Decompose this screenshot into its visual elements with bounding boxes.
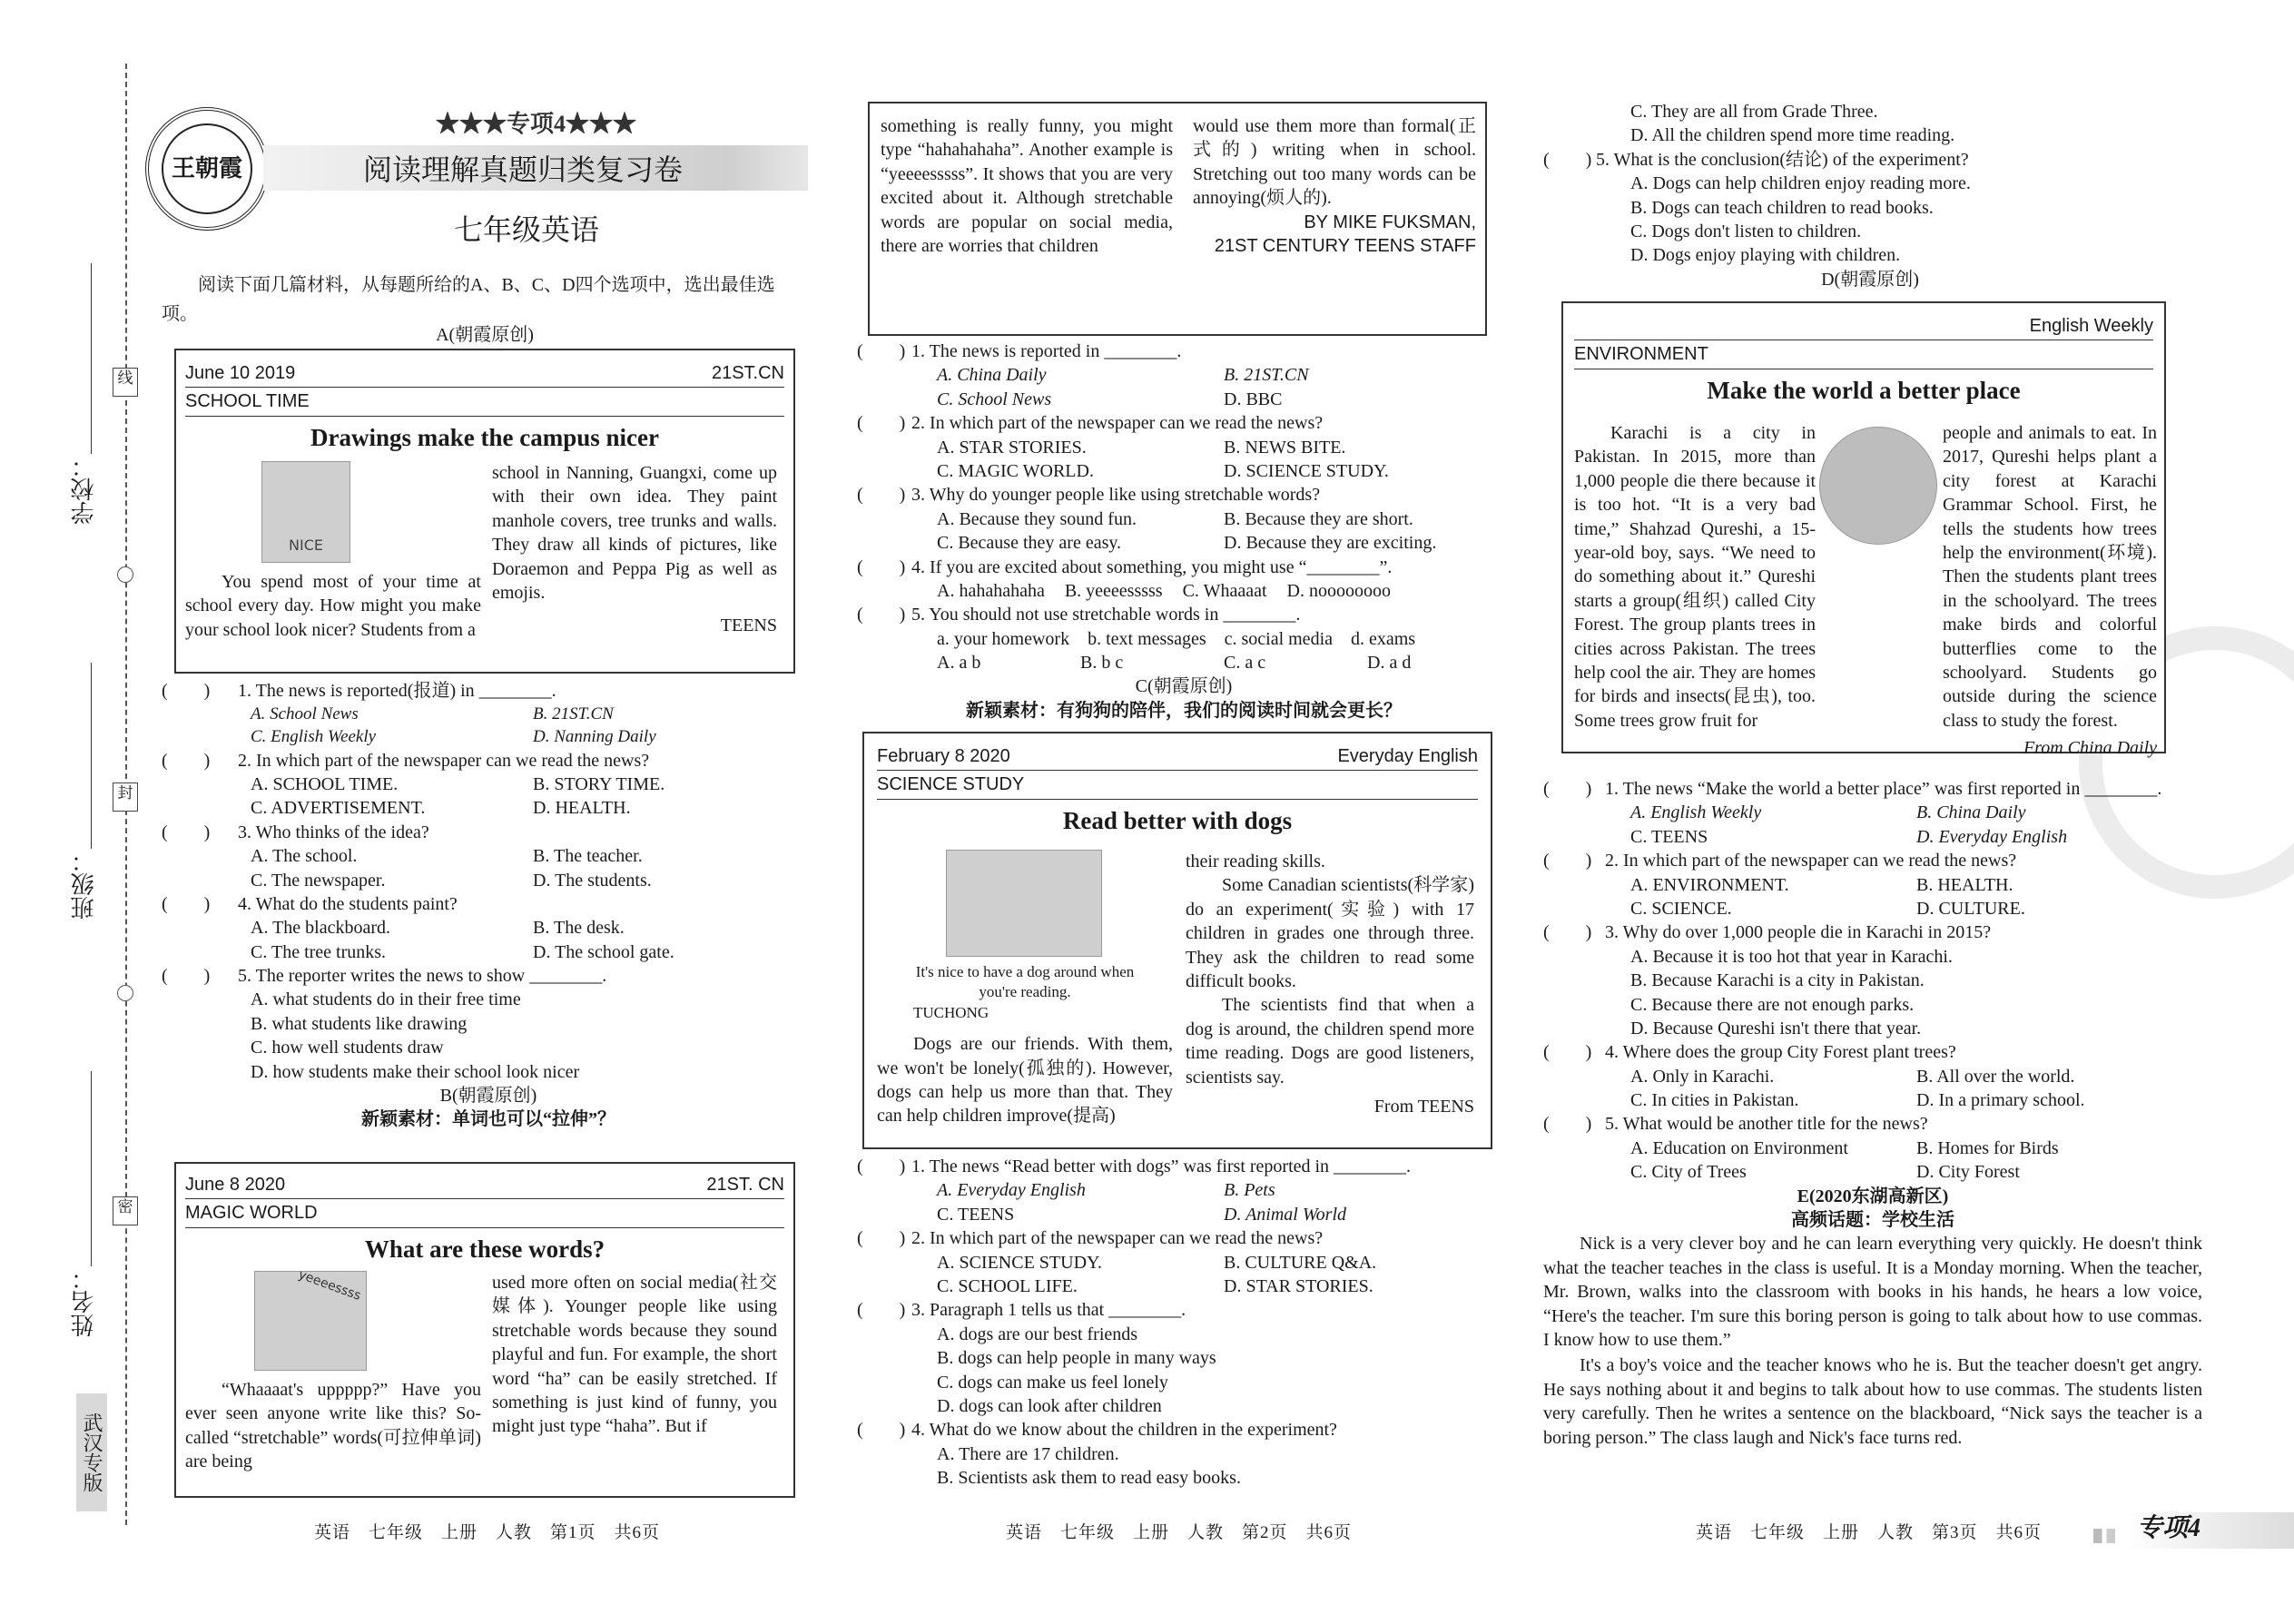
box-b-cont-left: something is really funny, you might type “hahahahaha”. Another example is “yeeeesssss”. It shows that you are very excited about it. Although stretchable words are popular on social media, there are worries that children bbox=[881, 116, 1173, 256]
option-c5-d[interactable]: D. Dogs enjoy playing with children. bbox=[1630, 245, 1901, 266]
questions-c-cont bbox=[1543, 100, 2197, 291]
box-b-byline-1: BY MIKE FUKSMAN, bbox=[1304, 212, 1476, 232]
question-d4: ( ) 4. Where does the group City Forest plant trees? bbox=[1543, 1042, 1956, 1063]
questions-a bbox=[162, 679, 815, 1132]
box-c-text-right-2: Some Canadian scientists(科学家) do an experiment(实验) with 17 children in grades one through three. They ask the children to read some difficult books. bbox=[1186, 875, 1474, 991]
option-a2-c[interactable]: C. ADVERTISEMENT. bbox=[251, 798, 426, 819]
option-c1-a[interactable]: A. Everyday English bbox=[937, 1180, 1086, 1201]
option-b5-c[interactable]: C. a c bbox=[1224, 653, 1266, 674]
option-b4-b[interactable]: B. yeeeesssss bbox=[1064, 580, 1163, 601]
option-d2-b[interactable]: B. HEALTH. bbox=[1916, 874, 2013, 895]
option-d1-a[interactable]: A. English Weekly bbox=[1630, 802, 1762, 823]
options-d5 bbox=[1543, 1137, 2202, 1185]
option-d5-d[interactable]: D. City Forest bbox=[1916, 1162, 2020, 1183]
question-a3: ( ) 3. Who thinks of the idea? bbox=[162, 822, 429, 842]
section-c-label: C(朝霞原创) bbox=[1135, 676, 1233, 697]
option-d5-a[interactable]: A. Education on Environment bbox=[1630, 1137, 1848, 1158]
option-c5-a[interactable]: A. Dogs can help children enjoy reading more. bbox=[1630, 173, 1971, 194]
option-b5-d[interactable]: D. a d bbox=[1367, 653, 1412, 674]
option-b3-a[interactable]: A. Because they sound fun. bbox=[937, 508, 1137, 529]
option-a5-c[interactable]: C. how well students draw bbox=[251, 1038, 444, 1058]
options-c4 bbox=[857, 1442, 1511, 1491]
box-c-column: SCIENCE STUDY bbox=[877, 774, 1025, 795]
box-a-image bbox=[261, 461, 350, 563]
name-label: 姓名： bbox=[71, 1266, 97, 1337]
footer-page-1: 英语 七年级 上册 人教 第1页 共6页 bbox=[314, 1523, 661, 1542]
options-c5 bbox=[1543, 172, 2197, 268]
box-c-caption: It's nice to have a dog around when you're reading. bbox=[915, 963, 1135, 1001]
option-c5-c[interactable]: C. Dogs don't listen to children. bbox=[1630, 221, 1862, 241]
option-b2-d[interactable]: D. SCIENCE STUDY. bbox=[1224, 460, 1389, 481]
options-d3 bbox=[1543, 945, 2202, 1041]
question-c3: ( ) 3. Paragraph 1 tells us that ________. bbox=[857, 1300, 1186, 1321]
box-b-byline-2: 21ST CENTURY TEENS STAFF bbox=[1214, 235, 1476, 256]
box-c-text-right-1: their reading skills. bbox=[1186, 851, 1325, 871]
header-badge: ★★★专项4★★★ bbox=[436, 111, 637, 137]
box-a-image-text: NICE bbox=[289, 536, 323, 554]
box-a-headline: Drawings make the campus nicer bbox=[310, 423, 659, 451]
option-a1-b[interactable]: B. 21ST.CN bbox=[533, 704, 614, 724]
logo bbox=[145, 107, 269, 231]
option-c2-b[interactable]: B. CULTURE Q&A. bbox=[1224, 1252, 1377, 1273]
option-b2-b[interactable]: B. NEWS BITE. bbox=[1224, 437, 1346, 458]
question-d3: ( ) 3. Why do over 1,000 people die in Karachi in 2015? bbox=[1543, 922, 1992, 943]
option-d4-d[interactable]: D. In a primary school. bbox=[1916, 1090, 2085, 1111]
box-c-caption-credit: TUCHONG bbox=[913, 1003, 989, 1021]
options-c2 bbox=[857, 1251, 1511, 1299]
options-d1 bbox=[1543, 801, 2202, 849]
box-b-image bbox=[254, 1267, 367, 1371]
box-a-byline: TEENS bbox=[720, 615, 777, 636]
options-a5 bbox=[162, 988, 815, 1084]
hole-1 bbox=[117, 566, 133, 583]
box-c-image bbox=[946, 850, 1102, 957]
question-a4: ( ) 4. What do the students paint? bbox=[162, 893, 458, 914]
school-line[interactable] bbox=[91, 263, 92, 454]
option-d3-a[interactable]: A. Because it is too hot that year in Karachi. bbox=[1630, 946, 1953, 967]
section-b-label: B(朝霞原创) bbox=[439, 1086, 537, 1107]
option-a5-b[interactable]: B. what students like drawing bbox=[251, 1013, 468, 1034]
option-b5-b[interactable]: B. b c bbox=[1080, 653, 1124, 674]
option-c2-a[interactable]: A. SCIENCE STUDY. bbox=[937, 1252, 1102, 1273]
exam-subtitle: 七年级英语 bbox=[454, 213, 600, 246]
question-d2: ( ) 2. In which part of the newspaper can we read the news? bbox=[1543, 851, 2017, 871]
option-d5-c[interactable]: C. City of Trees bbox=[1630, 1162, 1747, 1183]
option-c4-b[interactable]: B. Scientists ask them to read easy books. bbox=[937, 1468, 1241, 1489]
options-b2 bbox=[857, 436, 1511, 484]
option-a4-b[interactable]: B. The desk. bbox=[533, 918, 625, 939]
question-a2: ( ) 2. In which part of the newspaper can we read the news? bbox=[162, 750, 650, 771]
logo-text: 王朝霞 bbox=[171, 154, 242, 182]
seal-mi: 密 bbox=[113, 1196, 138, 1225]
options-a3 bbox=[162, 844, 815, 892]
question-b5-items: a. your homework b. text messages c. social media d. exams bbox=[937, 628, 1416, 649]
option-a4-c[interactable]: C. The tree trunks. bbox=[251, 941, 387, 962]
questions-d bbox=[1543, 777, 2202, 1450]
box-b-cont-right: would use them more than formal(正式的) writing when in school. Stretching out too many words can be annoying(烦人的). bbox=[1193, 116, 1476, 209]
option-d1-b[interactable]: B. China Daily bbox=[1916, 802, 2026, 823]
options-c1 bbox=[857, 1178, 1511, 1226]
option-d3-b[interactable]: B. Because Karachi is a city in Pakistan. bbox=[1630, 970, 1925, 991]
question-b1: ( ) 1. The news is reported in ________. bbox=[857, 341, 1182, 361]
footer-tab: 专项4 bbox=[2124, 1512, 2294, 1549]
box-a-text-right: school in Nanning, Guangxi, come up with their own idea. They paint manhole covers, tree trunks and walls. They draw all kinds of pictures, like Doraemon and Peppa Pig as well as emojis. bbox=[492, 463, 777, 603]
footer-tab-marks bbox=[2093, 1529, 2122, 1543]
question-d1: ( ) 1. The news “Make the world a better place” was first reported in ________. bbox=[1543, 779, 2162, 799]
option-c3-d[interactable]: D. dogs can look after children bbox=[937, 1395, 1162, 1416]
option-c3-b[interactable]: B. dogs can help people in many ways bbox=[937, 1348, 1216, 1369]
option-a3-a[interactable]: A. The school. bbox=[251, 846, 358, 867]
option-b3-c[interactable]: C. Because they are easy. bbox=[937, 533, 1122, 554]
option-a4-d[interactable]: D. The school gate. bbox=[533, 941, 674, 962]
options-d4 bbox=[1543, 1065, 2202, 1113]
options-a1 bbox=[162, 703, 815, 748]
options-b4 bbox=[857, 579, 1511, 603]
option-d4-c[interactable]: C. In cities in Pakistan. bbox=[1630, 1090, 1799, 1111]
options-b1 bbox=[857, 363, 1511, 411]
seal-xian: 线 bbox=[113, 368, 138, 397]
box-d-column: ENVIRONMENT bbox=[1574, 344, 1708, 365]
option-c1-d[interactable]: D. Animal World bbox=[1224, 1204, 1347, 1225]
question-d5: ( ) 5. What would be another title for the news? bbox=[1543, 1114, 1928, 1135]
box-b-date: June 8 2020 bbox=[185, 1175, 286, 1195]
box-d-text-left: Karachi is a city in Pakistan. In 2015, more than 1,000 people die there because it is too hot. “It is a very bad time,” Shahzad Qureshi, a 15-year-old boy, says. “We need to do something about it.” Qureshi starts a group(组织) called City Forest. The group plants trees in cities across Pakistan. The trees help cool the air. They are homes for birds and insects(昆虫), too. Some trees grow fruit for bbox=[1574, 423, 1816, 731]
box-c-source: Everyday English bbox=[1337, 746, 1478, 766]
box-a-text-left: You spend most of your time at school every day. How might you make your school look nicer? Students from a bbox=[185, 572, 481, 640]
box-a-column: SCHOOL TIME bbox=[185, 391, 310, 412]
option-c4-a[interactable]: A. There are 17 children. bbox=[937, 1443, 1119, 1464]
option-a1-c[interactable]: C. English Weekly bbox=[251, 727, 377, 747]
option-b3-d[interactable]: D. Because they are exciting. bbox=[1224, 533, 1437, 554]
option-b1-a[interactable]: A. China Daily bbox=[937, 365, 1047, 386]
question-a5: ( ) 5. The reporter writes the news to show ________. bbox=[162, 966, 607, 987]
box-c-text-right-3: The scientists find that when a dog is around, the children spend more time reading. Dogs are good listeners, scientists say. bbox=[1186, 995, 1474, 1088]
option-b1-d[interactable]: D. BBC bbox=[1224, 389, 1283, 409]
box-b-image-text: yeeeessss bbox=[296, 1267, 363, 1304]
box-d-text-right: people and animals to eat. In 2017, Qureshi helps plant a city forest at Karachi Grammar School. First, he tells the students how trees help the environment(环境). Then the students plant trees in the schoolyard. The trees make birds and colorful butterflies come to the schoolyard. Students go outside during the science class to study the forest. bbox=[1943, 423, 2157, 731]
option-b5-a[interactable]: A. a b bbox=[937, 653, 981, 674]
section-d-label: D(朝霞原创) bbox=[1821, 269, 1919, 290]
footer-page-2: 英语 七年级 上册 人教 第2页 共6页 bbox=[1006, 1523, 1353, 1542]
option-c3-a[interactable]: A. dogs are our best friends bbox=[937, 1324, 1138, 1344]
options-b3 bbox=[857, 507, 1511, 556]
option-d2-c[interactable]: C. SCIENCE. bbox=[1630, 898, 1732, 919]
box-a-date: June 10 2019 bbox=[185, 363, 296, 383]
seal-feng: 封 bbox=[113, 782, 138, 812]
box-a-source: 21ST.CN bbox=[711, 363, 784, 383]
question-c5: ( ) 5. What is the conclusion(结论) of the experiment? bbox=[1543, 149, 1969, 170]
option-b2-a[interactable]: A. STAR STORIES. bbox=[937, 437, 1087, 458]
option-b4-a[interactable]: A. hahahahaha bbox=[937, 580, 1045, 601]
box-c-text-left: Dogs are our friends. With them, we won't be lonely(孤独的). However, dogs can help us more than that. They can help children improve(提高) bbox=[877, 1034, 1173, 1127]
option-d4-a[interactable]: A. Only in Karachi. bbox=[1630, 1066, 1775, 1087]
option-b1-c[interactable]: C. School News bbox=[937, 389, 1052, 409]
option-c5-b[interactable]: B. Dogs can teach children to read books. bbox=[1630, 197, 1934, 218]
footer-page-3: 英语 七年级 上册 人教 第3页 共6页 bbox=[1696, 1523, 2043, 1542]
questions-c bbox=[857, 1155, 1511, 1490]
box-c-date: February 8 2020 bbox=[877, 746, 1010, 766]
option-b3-b[interactable]: B. Because they are short. bbox=[1224, 508, 1413, 529]
article-box-b-cont bbox=[868, 102, 1487, 336]
option-b4-c[interactable]: C. Whaaaat bbox=[1182, 580, 1267, 601]
option-c3-c[interactable]: C. dogs can make us feel lonely bbox=[937, 1372, 1168, 1393]
option-a4-a[interactable]: A. The blackboard. bbox=[251, 918, 391, 939]
options-c4-cont bbox=[1543, 100, 2197, 148]
option-a2-d[interactable]: D. HEALTH. bbox=[533, 798, 631, 819]
options-a2 bbox=[162, 773, 815, 821]
question-b4: ( ) 4. If you are excited about something, you might use “________”. bbox=[857, 556, 1393, 577]
article-box-a bbox=[174, 349, 795, 674]
option-d4-b[interactable]: B. All over the world. bbox=[1916, 1066, 2075, 1087]
question-c1: ( ) 1. The news “Read better with dogs” was first reported in ________. bbox=[857, 1156, 1412, 1176]
article-box-d bbox=[1561, 301, 2166, 759]
option-d3-d[interactable]: D. Because Qureshi isn't there that year. bbox=[1630, 1018, 1922, 1038]
option-d3-c[interactable]: C. Because there are not enough parks. bbox=[1630, 994, 1915, 1015]
option-c1-b[interactable]: B. Pets bbox=[1224, 1180, 1275, 1201]
box-b-text-right: used more often on social media(社交媒体). Younger people like using stretchable words because they sound playful and fun. For example, the short word “ha” can be easily stretched. If something is just kind of funny, you might just type “haha”. But if bbox=[492, 1273, 777, 1437]
option-a5-d[interactable]: D. how students make their school look nicer bbox=[251, 1061, 580, 1082]
question-c4: ( ) 4. What do we know about the children in the experiment? bbox=[857, 1420, 1337, 1441]
section-e-para-2: It's a boy's voice and the teacher knows who he is. But the teacher doesn't get angry. He says nothing about it and begins to talk about how to use commas. The students listen very carefully. Then he writes a sentence on the blackboard, “Nick says the teacher is a boring person.” The class laugh and Nick's face turns red. bbox=[1543, 1355, 2202, 1448]
section-e-label: E(2020东湖高新区) bbox=[1797, 1186, 1949, 1206]
section-b-topic: 新颖素材：单词也可以“拉伸”？ bbox=[361, 1109, 615, 1130]
option-a3-d[interactable]: D. The students. bbox=[533, 870, 652, 891]
options-b5 bbox=[857, 651, 1511, 674]
question-c2: ( ) 2. In which part of the newspaper can we read the news? bbox=[857, 1228, 1324, 1249]
option-d2-d[interactable]: D. CULTURE. bbox=[1916, 898, 2025, 919]
options-d2 bbox=[1543, 873, 2202, 921]
option-a1-d[interactable]: D. Nanning Daily bbox=[533, 727, 656, 747]
option-a5-a[interactable]: A. what students do in their free time bbox=[251, 989, 521, 1010]
option-d1-c[interactable]: C. TEENS bbox=[1630, 826, 1708, 847]
option-a3-c[interactable]: C. The newspaper. bbox=[251, 870, 386, 891]
options-a4 bbox=[162, 916, 815, 964]
section-c-topic: 新颖素材：有狗狗的陪伴，我们的阅读时间就会更长？ bbox=[966, 700, 1402, 721]
option-b2-c[interactable]: C. MAGIC WORLD. bbox=[937, 460, 1094, 481]
name-line[interactable] bbox=[91, 1071, 92, 1266]
box-d-image bbox=[1819, 427, 1937, 545]
box-b-headline: What are these words? bbox=[364, 1235, 605, 1263]
article-box-c bbox=[862, 732, 1492, 1149]
option-d1-d[interactable]: D. Everyday English bbox=[1916, 826, 2068, 847]
article-box-b bbox=[174, 1162, 795, 1498]
option-a2-b[interactable]: B. STORY TIME. bbox=[533, 773, 665, 794]
box-c-headline: Read better with dogs bbox=[1062, 806, 1293, 834]
option-c2-c[interactable]: C. SCHOOL LIFE. bbox=[937, 1275, 1078, 1296]
box-b-column: MAGIC WORLD bbox=[185, 1203, 318, 1224]
option-c4-c[interactable]: C. They are all from Grade Three. bbox=[1630, 102, 1878, 122]
option-b1-b[interactable]: B. 21ST.CN bbox=[1224, 365, 1309, 386]
box-b-source: 21ST. CN bbox=[706, 1175, 784, 1195]
option-a2-a[interactable]: A. SCHOOL TIME. bbox=[251, 773, 399, 794]
question-a1: ( ) 1. The news is reported(报道) in ________. bbox=[162, 681, 556, 701]
class-line[interactable] bbox=[91, 663, 92, 849]
class-label: 班级： bbox=[71, 849, 97, 920]
option-a3-b[interactable]: B. The teacher. bbox=[533, 846, 643, 867]
option-c2-d[interactable]: D. STAR STORIES. bbox=[1224, 1275, 1373, 1296]
hole-2 bbox=[117, 985, 133, 1001]
section-a-label: A(朝霞原创) bbox=[436, 325, 534, 345]
section-e-topic: 高频话题：学校生活 bbox=[1791, 1210, 1954, 1231]
question-b2: ( ) 2. In which part of the newspaper can we read the news? bbox=[857, 413, 1324, 434]
option-a1-a[interactable]: A. School News bbox=[251, 704, 359, 724]
option-d2-a[interactable]: A. ENVIRONMENT. bbox=[1630, 874, 1789, 895]
option-b4-d[interactable]: D. noooooooo bbox=[1286, 580, 1391, 601]
box-d-source: English Weekly bbox=[2029, 316, 2153, 336]
options-c3 bbox=[857, 1323, 1511, 1419]
option-d5-b[interactable]: B. Homes for Birds bbox=[1916, 1137, 2059, 1158]
option-c1-c[interactable]: C. TEENS bbox=[937, 1204, 1015, 1225]
question-b5: ( ) 5. You should not use stretchable words in ________. bbox=[857, 605, 1301, 625]
question-b3: ( ) 3. Why do younger people like using stretchable words? bbox=[857, 485, 1321, 506]
box-d-byline: From China Daily bbox=[2023, 738, 2157, 759]
instructions: 阅读下面几篇材料，从每题所给的A、B、C、D四个选项中，选出最佳选项。 bbox=[162, 275, 775, 324]
questions-b bbox=[857, 340, 1511, 723]
school-label: 学校： bbox=[71, 454, 97, 525]
box-c-byline: From TEENS bbox=[1373, 1096, 1474, 1117]
exam-title: 阅读理解真题归类复习卷 bbox=[363, 153, 684, 186]
edition-tag: 武汉专版 bbox=[76, 1393, 107, 1511]
box-b-text-left: “Whaaaat's uppppp?” Have you ever seen anyone write like this? So-called “stretchable” words(可拉伸单词) are being bbox=[185, 1380, 481, 1472]
box-d-headline: Make the world a better place bbox=[1707, 376, 2021, 404]
option-c4-d[interactable]: D. All the children spend more time reading. bbox=[1630, 125, 1955, 146]
section-e-para-1: Nick is a very clever boy and he can learn everything very quickly. He doesn't think what the teacher teaches in the class is useful. It is a Monday morning. When the teacher, Mr. Brown, walks into the classroom with books in his hands, he hears a low voice, “Here's the teacher. I'm sure this boring person is going to talk about how to use commas. I know how to use them.” bbox=[1543, 1234, 2202, 1350]
